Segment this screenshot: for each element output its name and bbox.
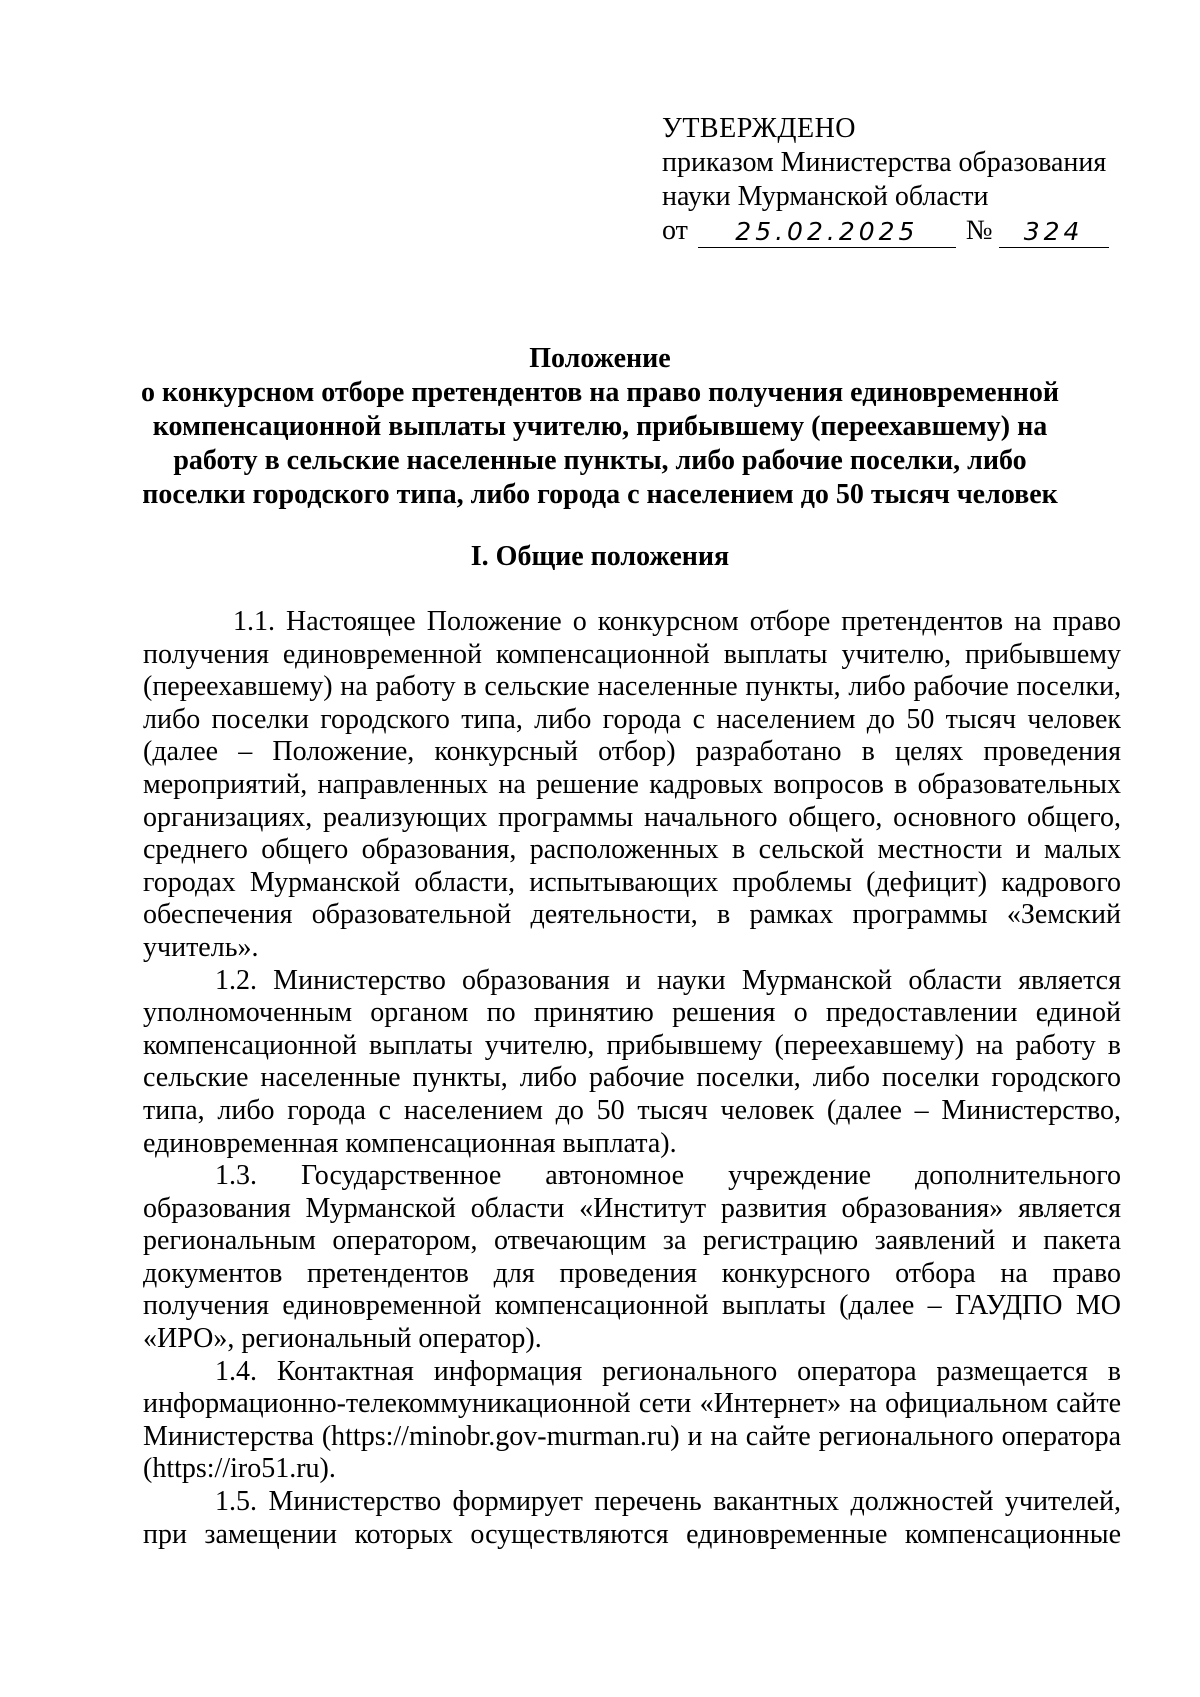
title-line: Положение [529,343,671,374]
paragraph: 1.1. Настоящее Положение о конкурсном отборе претендентов на право получения единовременной компенсационной выплаты учителю, прибывшему (переехавшему) на работу в сельские населенные пункты, либо рабочие поселки, либо поселки городского типа, либо города с населением до 50 тысяч человек (далее – Положение, конкурсный отбор) разработано в целях проведения мероприятий, направленных на решение кадровых вопросов в образовательных организациях, реализующих программы начального общего, основного общего, среднего общего образования, расположенных в сельской местности и малых городах Мурманской области, испытывающих проблемы (дефицит) кадрового обеспечения образовательной деятельности, в рамках программы «Земский учитель». [143,606,1121,963]
section-heading: I. Общие положения [470,541,730,572]
approval-order-line: приказом Министерства образования [662,147,1107,178]
approval-ministry-line: науки Мурманской области [662,181,989,212]
document-title [130,342,1070,512]
document-body [143,606,1121,1551]
paragraph: 1.5. Министерство формирует перечень вакантных должностей учителей, при замещении которых осуществляются единовременные компенсационные [143,1486,1121,1550]
paragraph: 1.2. Министерство образования и науки Мурманской области является уполномоченным органом по принятию решения о предоставлении единой компенсационной выплаты учителю, прибывшему (переехавшему) на работу в сельские населенные пункты, либо рабочие поселки, либо поселки городского типа, либо города с населением до 50 тысяч человек (далее – Министерство, единовременная компенсационная выплата). [143,964,1121,1159]
title-line: компенсационной выплаты учителю, прибывшему (переехавшему) на [152,411,1048,442]
approval-date-line [662,214,1122,248]
title-line: поселки городского типа, либо города с населением до 50 тысяч человек [142,479,1058,510]
paragraph: 1.3. Государственное автономное учреждение дополнительного образования Мурманской области «Институт развития образования» является региональным оператором, отвечающим за регистрацию заявлений и пакета документов претендентов для проведения конкурсного отбора на право получения единовременной компенсационной выплаты (далее – ГАУДПО МО «ИРО», региональный оператор). [143,1160,1121,1355]
approval-title: УТВЕРЖДЕНО [662,113,857,144]
date-prefix: от [662,215,688,246]
title-line: работу в сельские населенные пункты, либо рабочие поселки, либо [173,445,1027,476]
title-line: о конкурсном отборе претендентов на право получения единовременной [141,377,1059,408]
paragraph: 1.4. Контактная информация регионального оператора размещается в информационно-телекоммуникационной сети «Интернет» на официальном сайте Министерства (https://minobr.gov-murman.ru) и на сайте регионального оператора (https://iro51.ru). [143,1355,1121,1485]
approval-block [662,112,1122,248]
order-date-field: 25.02.2025 [698,217,956,248]
order-number-field: 324 [999,217,1109,248]
number-prefix: № [965,215,993,246]
